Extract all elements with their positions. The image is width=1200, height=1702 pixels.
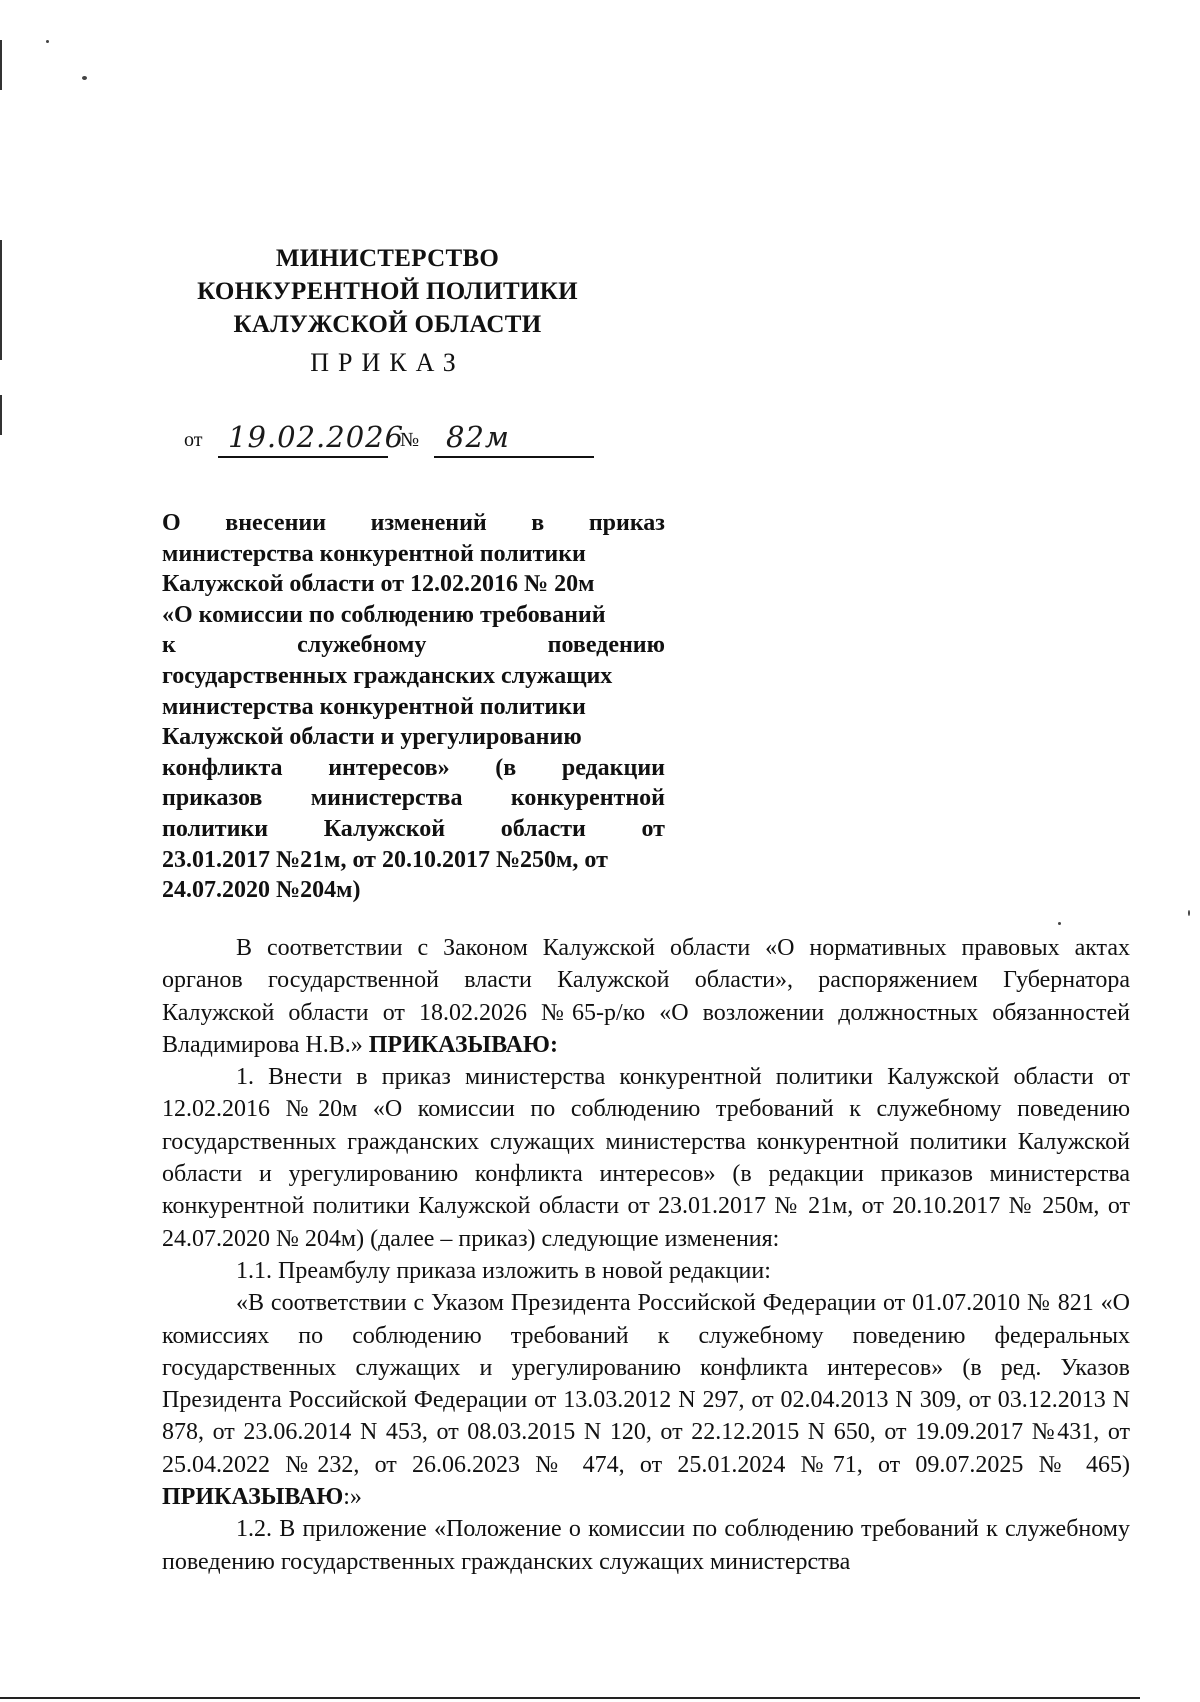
title-line <box>162 630 665 661</box>
ministry-name-line: КОНКУРЕНТНОЙ ПОЛИТИКИ <box>197 278 578 305</box>
scan-speck <box>1188 910 1190 916</box>
title-line: Калужской области и урегулированию <box>162 724 582 751</box>
title-word: конкурентной <box>510 785 665 812</box>
title-line <box>162 508 665 539</box>
title-word: (в <box>495 754 517 781</box>
handwritten-date: 19.02.2026 <box>228 420 405 454</box>
title-line: государственных гражданских служащих <box>162 662 613 689</box>
title-line: министерства конкурентной политики <box>162 693 586 720</box>
clause-paragraph: 1.2. В приложение «Положение о комиссии по соблюдению требований к служебному поведению государственных гражданских служащих министерства <box>162 1516 1130 1575</box>
title-line <box>162 814 665 845</box>
title-line <box>162 753 665 784</box>
title-word: приказов <box>162 785 263 812</box>
title-word: политики <box>162 815 269 842</box>
ministry-name-line: КАЛУЖСКОЙ ОБЛАСТИ <box>233 311 542 338</box>
scan-edge-mark <box>0 240 2 360</box>
title-line: Калужской области от 12.02.2016 № 20м <box>162 571 595 598</box>
scan-edge-mark <box>0 40 2 90</box>
paragraph-text: «В соответствии с Указом Президента Российской Федерации от 01.07.2010 № 821 «О комиссиях по соблюдению требований к служебному поведению федеральных государственных служащих и урегулированию конфликта интересов» (в ред. Указов Президента Российской Федерации от 13.03.2012 N 297, от 02.04.2013 N 309, от 03.12.2013 N 878, от 23.06.2014 N 453, от 08.03.2015 N 120, от 22.12.2015 N 650, от 19.09.2017 №431, от 25.04.2022 №232, от 26.06.2023 № 474, от 25.01.2024 №71, от 09.07.2025 № 465) <box>162 1290 1130 1478</box>
title-word: области <box>500 815 586 842</box>
date-label: от <box>184 429 203 451</box>
scan-speck <box>1058 922 1061 925</box>
scan-bottom-edge <box>0 1697 1140 1699</box>
title-word: Калужской <box>323 815 446 842</box>
order-body <box>162 932 1130 1578</box>
title-word: конфликта <box>162 754 283 781</box>
title-word: изменений <box>370 510 487 536</box>
title-line: 23.01.2017 №21м, от 20.10.2017 №250м, от <box>162 846 608 873</box>
title-word: интересов» <box>328 754 450 781</box>
date-number-line <box>184 418 604 458</box>
title-word: О <box>162 510 181 536</box>
title-word: в <box>531 510 545 536</box>
title-line: 24.07.2020 №204м) <box>162 877 361 904</box>
number-label: № <box>400 429 420 451</box>
scan-speck <box>82 76 87 80</box>
title-word: внесении <box>225 510 327 536</box>
order-keyword: ПРИКАЗЫВАЮ <box>162 1484 344 1511</box>
title-line <box>162 783 665 814</box>
paragraph-text: В соответствии с Законом Калужской области «О нормативных правовых актах органов государственной власти Калужской области», распоряжением Губернатора Калужской области от 18.02.2026 №65-р/ко «О возложении должностных обязанностей Владимирова Н.В.» <box>162 935 1130 1058</box>
clause-paragraph: 1. Внести в приказ министерства конкурентной политики Калужской области от 12.02.2016 №20м «О комиссии по соблюдению требований к служебному поведению государственных гражданских служащих министерства конкурентной политики Калужской области и урегулированию конфликта интересов» (в редакции приказов министерства конкурентной политики Калужской области от 23.01.2017 № 21м, от 20.10.2017 № 250м, от 24.07.2020 № 204м) (далее – приказ) следующие изменения: <box>162 1064 1130 1252</box>
order-title <box>162 508 665 906</box>
title-line: «О комиссии по соблюдению требований <box>162 601 606 628</box>
clause-paragraph: 1.1. Преамбулу приказа изложить в новой редакции: <box>236 1257 771 1284</box>
scan-edge-mark <box>0 395 2 435</box>
scan-speck <box>46 40 49 43</box>
title-word: служебному <box>297 632 427 659</box>
paragraph-text: :» <box>343 1484 362 1511</box>
title-word: поведению <box>547 632 665 659</box>
title-word: редакции <box>561 754 665 781</box>
ministry-name-line: МИНИСТЕРСТВО <box>275 245 500 272</box>
handwritten-number: 82м <box>446 420 510 454</box>
order-keyword: ПРИКАЗЫВАЮ: <box>368 1031 558 1058</box>
document-type: ПРИКАЗ <box>310 348 465 377</box>
ministry-header <box>160 242 615 341</box>
title-word: от <box>641 815 665 842</box>
preamble-paragraph <box>162 932 1130 1061</box>
title-word: министерства <box>310 785 463 812</box>
title-word: приказ <box>588 510 665 536</box>
title-line: министерства конкурентной политики <box>162 540 586 567</box>
title-word: к <box>162 632 176 659</box>
quoted-preamble-paragraph <box>162 1287 1130 1513</box>
